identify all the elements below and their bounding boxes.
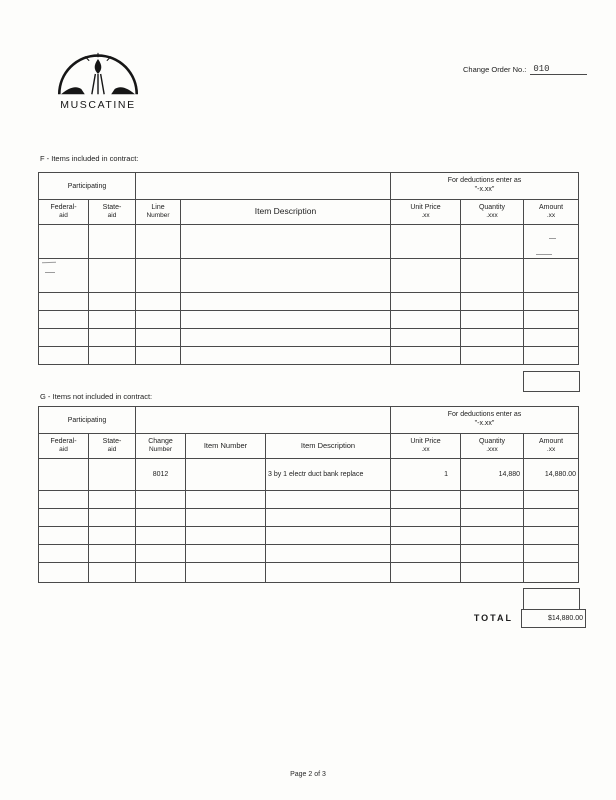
empty-cell — [39, 259, 89, 293]
participating-header: Participating — [39, 407, 136, 434]
empty-cell — [266, 545, 391, 563]
table-f-column-header-row — [39, 200, 579, 225]
empty-cell — [181, 259, 391, 293]
empty-cell — [186, 459, 266, 491]
empty-cell — [524, 491, 579, 509]
empty-cell — [39, 527, 89, 545]
empty-cell — [136, 491, 186, 509]
deductions-note-line2: "-x.xx" — [474, 186, 495, 193]
empty-header-cell — [136, 173, 391, 200]
quantity-value: 14,880 — [461, 459, 524, 491]
change-order-value: 010 — [530, 64, 587, 75]
scan-mark — [549, 238, 556, 239]
empty-cell — [39, 563, 89, 583]
table-g-column-header-row — [39, 434, 579, 459]
table-row — [39, 347, 579, 365]
table-row — [39, 293, 579, 311]
scan-mark — [45, 272, 55, 273]
empty-cell — [391, 545, 461, 563]
empty-cell — [89, 545, 136, 563]
col-header-item-description: Item Description — [181, 200, 391, 225]
empty-cell — [461, 563, 524, 583]
logo-text: MUSCATINE — [60, 99, 136, 111]
muscatine-logo — [52, 50, 144, 111]
empty-cell — [391, 347, 461, 365]
table-row — [39, 527, 579, 545]
empty-cell — [136, 347, 181, 365]
empty-cell — [524, 347, 579, 365]
table-row — [39, 225, 579, 259]
empty-cell — [136, 527, 186, 545]
participating-header: Participating — [39, 173, 136, 200]
col-header-amount: Amount .xx — [524, 434, 579, 459]
empty-cell — [39, 347, 89, 365]
total-value: $14,880.00 — [521, 609, 586, 628]
empty-cell — [524, 563, 579, 583]
empty-cell — [461, 347, 524, 365]
empty-cell — [89, 459, 136, 491]
empty-cell — [524, 509, 579, 527]
empty-cell — [524, 545, 579, 563]
empty-cell — [524, 311, 579, 329]
empty-cell — [39, 545, 89, 563]
deductions-note-line1: For deductions enter as — [447, 177, 522, 185]
empty-cell — [136, 311, 181, 329]
empty-cell — [461, 293, 524, 311]
empty-cell — [461, 225, 524, 259]
empty-cell — [461, 509, 524, 527]
col-header-quantity: Quantity .xxx — [461, 434, 524, 459]
empty-cell — [266, 509, 391, 527]
empty-cell — [89, 491, 136, 509]
empty-cell — [136, 329, 181, 347]
empty-cell — [39, 329, 89, 347]
empty-cell — [391, 491, 461, 509]
table-f-header-group-row — [39, 173, 579, 200]
items-not-included-table — [38, 406, 579, 583]
table-row — [39, 509, 579, 527]
page-number: Page 2 of 3 — [290, 771, 326, 778]
empty-cell — [461, 491, 524, 509]
empty-cell — [89, 329, 136, 347]
empty-cell — [461, 527, 524, 545]
table-row-filled — [39, 459, 579, 491]
table-row — [39, 491, 579, 509]
empty-cell — [181, 293, 391, 311]
col-header-amount: Amount .xx — [524, 200, 579, 225]
empty-cell — [186, 509, 266, 527]
col-header-federal-aid: Federal- aid — [39, 200, 89, 225]
empty-cell — [136, 509, 186, 527]
deductions-note — [391, 407, 579, 434]
empty-header-cell — [136, 407, 391, 434]
city-dome-icon — [54, 50, 142, 98]
total-label: TOTAL — [473, 613, 513, 623]
empty-cell — [266, 527, 391, 545]
items-included-table — [38, 172, 579, 365]
empty-cell — [89, 311, 136, 329]
empty-cell — [524, 329, 579, 347]
empty-cell — [89, 527, 136, 545]
empty-cell — [524, 293, 579, 311]
empty-cell — [186, 491, 266, 509]
empty-cell — [461, 329, 524, 347]
empty-cell — [524, 259, 579, 293]
empty-cell — [136, 259, 181, 293]
col-header-unit-price: Unit Price .xx — [391, 434, 461, 459]
empty-cell — [39, 293, 89, 311]
empty-cell — [39, 509, 89, 527]
empty-cell — [136, 225, 181, 259]
amount-extension-box — [523, 588, 580, 610]
empty-cell — [391, 293, 461, 311]
empty-cell — [89, 259, 136, 293]
deductions-note-line2: "-x.xx" — [474, 420, 495, 427]
empty-cell — [461, 545, 524, 563]
empty-cell — [391, 329, 461, 347]
empty-cell — [181, 225, 391, 259]
table-row — [39, 311, 579, 329]
empty-cell — [186, 527, 266, 545]
table-row — [39, 545, 579, 563]
table-row — [39, 329, 579, 347]
empty-cell — [391, 311, 461, 329]
empty-cell — [391, 563, 461, 583]
empty-cell — [266, 491, 391, 509]
empty-cell — [89, 293, 136, 311]
empty-cell — [89, 225, 136, 259]
empty-cell — [39, 459, 89, 491]
empty-cell — [39, 491, 89, 509]
deductions-note-line1: For deductions enter as — [447, 411, 522, 419]
table-row — [39, 259, 579, 293]
col-header-unit-price: Unit Price .xx — [391, 200, 461, 225]
empty-cell — [39, 311, 89, 329]
empty-cell — [89, 563, 136, 583]
col-header-state-aid: State- aid — [89, 434, 136, 459]
section-f-title: F - Items included in contract: — [40, 154, 139, 163]
change-order-field — [463, 64, 587, 75]
col-header-line-number: Line Number — [136, 200, 181, 225]
empty-cell — [136, 293, 181, 311]
deductions-note — [391, 173, 579, 200]
empty-cell — [181, 311, 391, 329]
section-g-title: G - Items not included in contract: — [40, 392, 153, 401]
empty-cell — [186, 563, 266, 583]
change-number-value: 8012 — [136, 459, 186, 491]
empty-cell — [39, 225, 89, 259]
change-order-label: Change Order No.: — [463, 65, 527, 74]
empty-cell — [391, 259, 461, 293]
scan-mark — [536, 254, 552, 255]
empty-cell — [89, 509, 136, 527]
col-header-item-number: Item Number — [186, 434, 266, 459]
empty-cell — [186, 545, 266, 563]
empty-cell — [136, 545, 186, 563]
amount-extension-box — [523, 371, 580, 392]
empty-cell — [136, 563, 186, 583]
amount-value: 14,880.00 — [524, 459, 579, 491]
col-header-federal-aid: Federal- aid — [39, 434, 89, 459]
table-row — [39, 563, 579, 583]
empty-cell — [524, 527, 579, 545]
table-g-header-group-row — [39, 407, 579, 434]
empty-cell — [266, 563, 391, 583]
col-header-change-number: Change Number — [136, 434, 186, 459]
empty-cell — [89, 347, 136, 365]
unit-price-value: 1 — [391, 459, 461, 491]
col-header-state-aid: State- aid — [89, 200, 136, 225]
empty-cell — [461, 259, 524, 293]
empty-cell — [181, 347, 391, 365]
empty-cell — [391, 527, 461, 545]
col-header-item-description: Item Description — [266, 434, 391, 459]
empty-cell — [391, 225, 461, 259]
col-header-quantity: Quantity .xxx — [461, 200, 524, 225]
item-description-value: 3 by 1 electr duct bank replace — [266, 459, 391, 491]
empty-cell — [461, 311, 524, 329]
empty-cell — [391, 509, 461, 527]
empty-cell — [181, 329, 391, 347]
